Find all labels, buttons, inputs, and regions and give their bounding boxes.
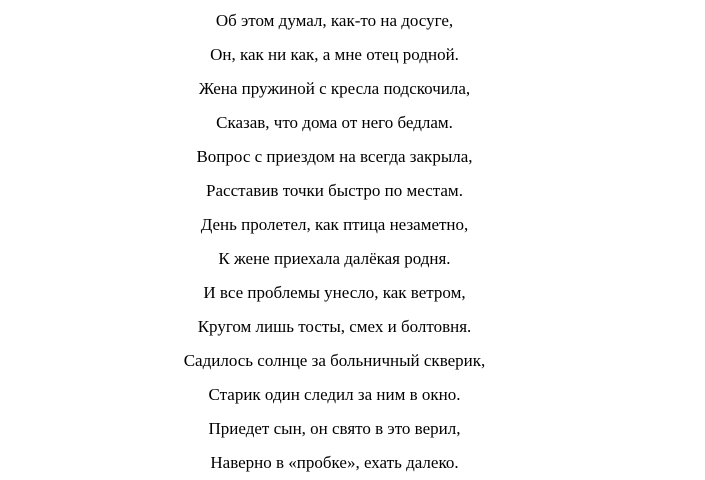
poem-line-2: Он, как ни как, а мне отец родной. bbox=[210, 45, 459, 64]
poem-line-1: Об этом думал, как-то на досуге, bbox=[215, 11, 454, 30]
poem-line-13: Приедет сын, он свято в это верил, bbox=[208, 419, 461, 438]
poem-line-8: К жене приехала далёкая родня. bbox=[218, 249, 451, 268]
poem-line-4: Сказав, что дома от него бедлам. bbox=[216, 113, 453, 132]
poem-text bbox=[0, 4, 705, 480]
poem-line-6: Расставив точки быстро по местам. bbox=[206, 181, 463, 200]
poem-line-12: Старик один следил за ним в окно. bbox=[208, 385, 461, 404]
poem-line-5: Вопрос с приездом на всегда закрыла, bbox=[196, 147, 473, 166]
poem-line-3: Жена пружиной с кресла подскочила, bbox=[198, 79, 471, 98]
poem-line-9: И все проблемы унесло, как ветром, bbox=[203, 283, 466, 302]
poem-line-11: Садилось солнце за больничный скверик, bbox=[183, 351, 486, 370]
poem-line-7: День пролетел, как птица незаметно, bbox=[200, 215, 469, 234]
poem-line-10: Кругом лишь тосты, смех и болтовня. bbox=[197, 317, 472, 336]
poem-line-14: Наверно в «пробке», ехать далеко. bbox=[210, 453, 459, 472]
